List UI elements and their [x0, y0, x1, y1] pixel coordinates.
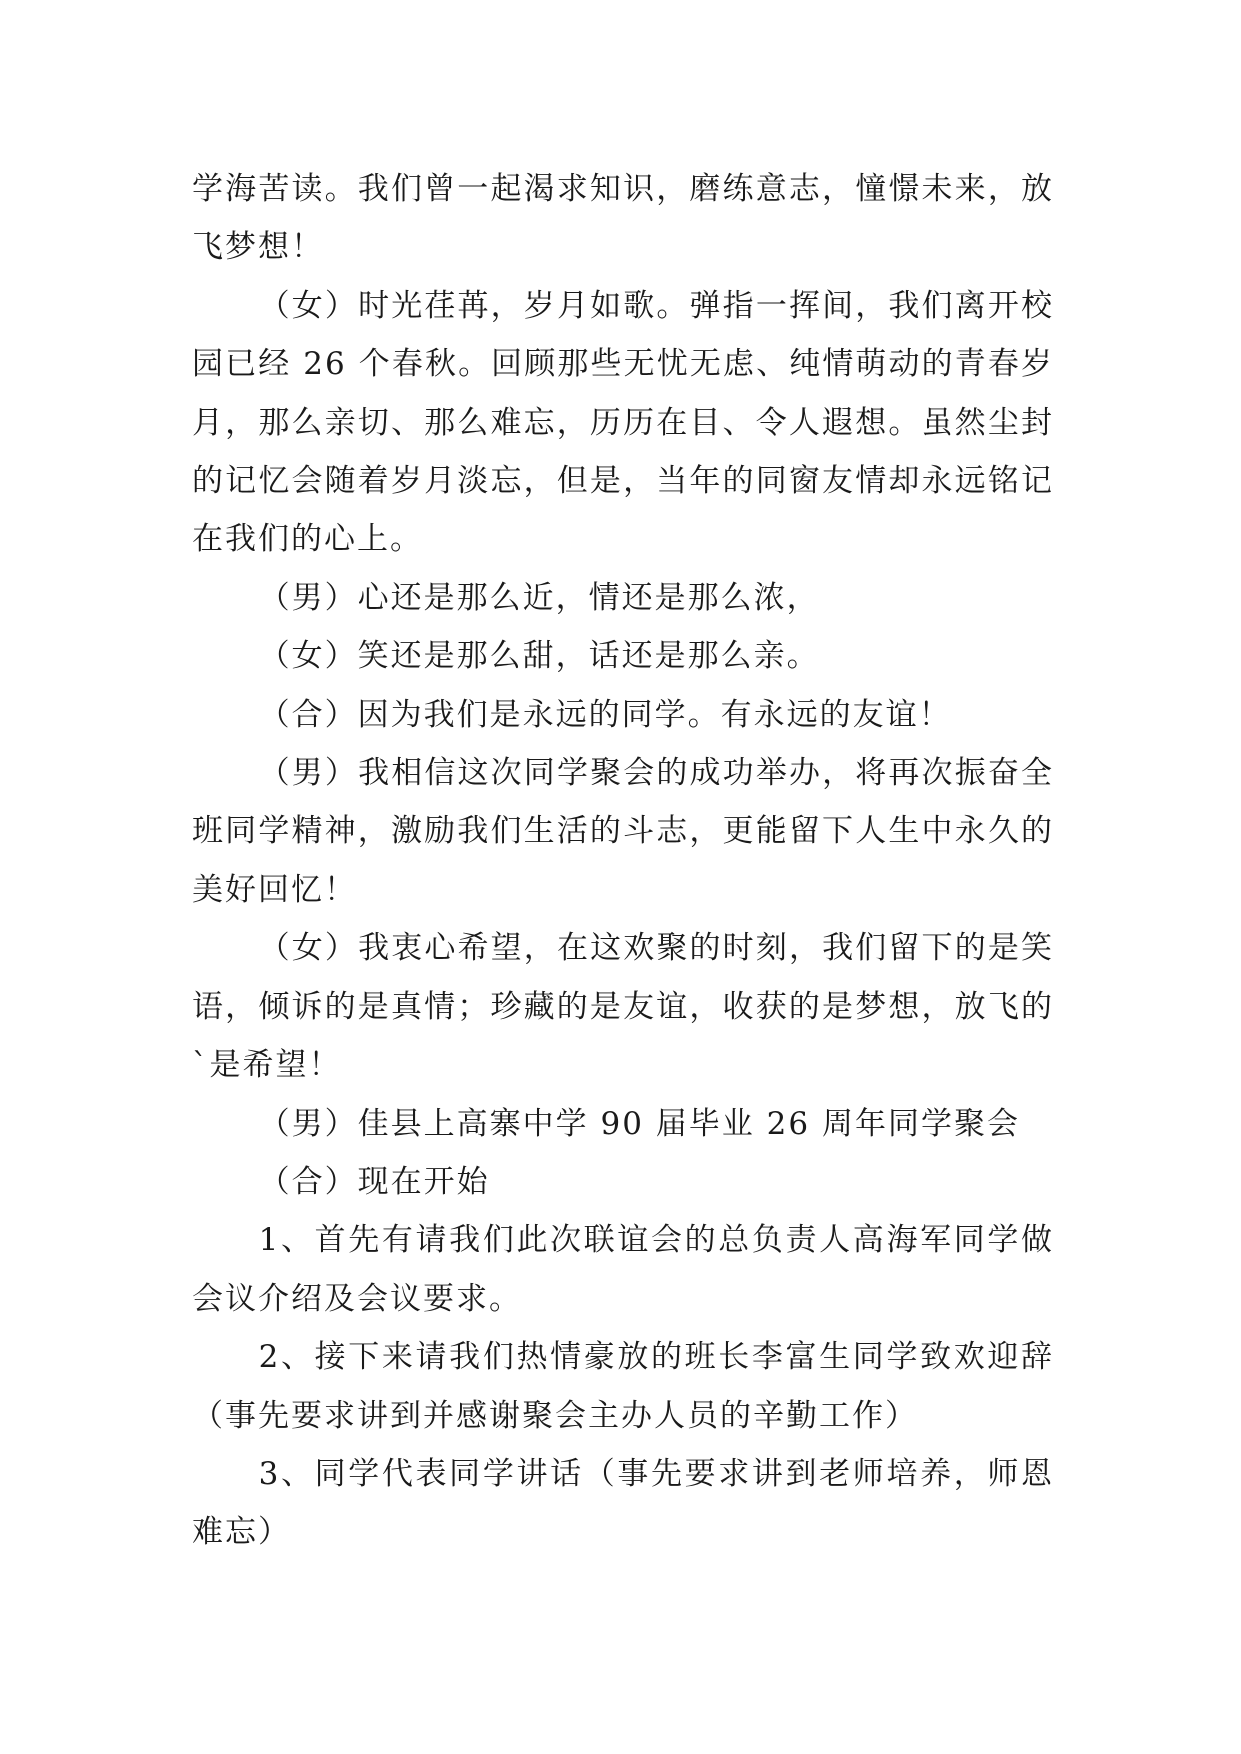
paragraph: （女）笑还是那么甜，话还是那么亲。 [258, 638, 820, 675]
paragraph: 2、接下来请我们热情豪放的班长李富生同学致欢迎辞（事先要求讲到并感谢聚会主办人员的辛勤工作） [192, 1339, 1054, 1434]
paragraph: （男）心还是那么近，情还是那么浓， [258, 579, 820, 616]
document-body [192, 160, 1054, 1562]
paragraph: （女）我衷心希望，在这欢聚的时刻，我们留下的是笑语，倾诉的是真情；珍藏的是友谊，收获的是梦想，放飞的`是希望！ [192, 930, 1054, 1084]
paragraph: （女）时光荏苒，岁月如歌。弹指一挥间，我们离开校园已经 26 个春秋。回顾那些无忧无虑、纯情萌动的青春岁月，那么亲切、那么难忘，历历在目、令人遐想。虽然尘封的记忆会随着岁月淡忘，但是，当年的同窗友情却永远铭记在我们的心上。 [192, 287, 1054, 558]
paragraph: 学海苦读。我们曾一起渴求知识，磨练意志，憧憬未来，放飞梦想！ [192, 171, 1054, 266]
paragraph: （合）现在开始 [258, 1163, 490, 1200]
paragraph: （合）因为我们是永远的同学。有永远的友谊！ [258, 696, 952, 733]
paragraph: （男）佳县上高寨中学 90 届毕业 26 周年同学聚会 [258, 1105, 1020, 1142]
paragraph: 3、同学代表同学讲话（事先要求讲到老师培养，师恩难忘） [192, 1455, 1054, 1551]
paragraph: （男）我相信这次同学聚会的成功举办，将再次振奋全班同学精神，激励我们生活的斗志，更能留下人生中永久的美好回忆！ [192, 755, 1054, 908]
paragraph: 1、首先有请我们此次联谊会的总负责人高海军同学做会议介绍及会议要求。 [192, 1222, 1054, 1317]
